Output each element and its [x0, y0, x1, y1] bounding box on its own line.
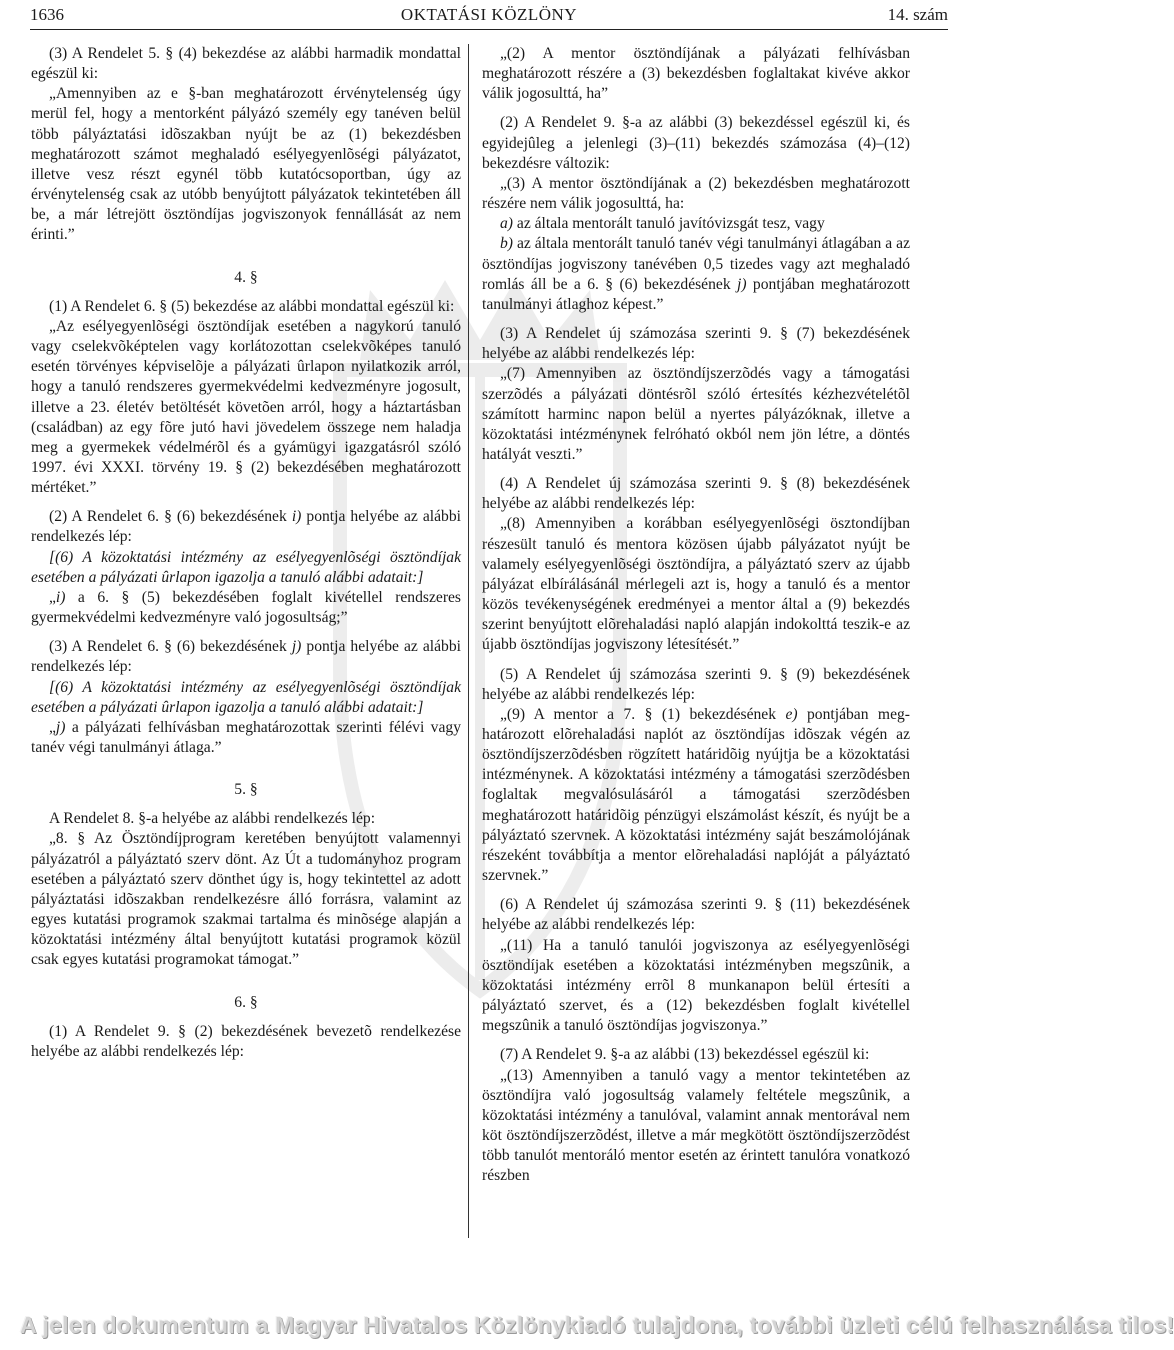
- page-number: 1636: [30, 5, 64, 24]
- paragraph: (2) A Rendelet 9. §-a az alábbi (3) bekezdéssel egészül ki, és egyidejûleg a jelenlegi (3)–(11) bekezdés számozása (4)–(12) bekezdésre változik:: [482, 114, 910, 172]
- section-heading: 6. §: [234, 993, 258, 1011]
- paragraph: (5) A Rendelet új számozása szerinti 9. § (9) bekezdésének helyébe az alábbi rendelkezés lép:: [482, 665, 910, 703]
- paragraph: b) az általa mentorált tanuló tanév végi tanulmányi átlagában a az ösztöndíjas jogviszony tanévében 0,5 tizedes vagy azt meghaladó romlás áll be a 6. § (6) bekezdésének j) pontjában meghatározott tanulmányi átlaghoz képest.”: [482, 235, 911, 313]
- paragraph: a) az általa mentorált tanuló javítóvizsgát tesz, vagy: [500, 215, 825, 233]
- paragraph: „8. § Az Ösztöndíjprogram keretében benyújtott valamennyi pályázatról a pályáztató szerv dönt. Az Út a tudományhoz program esetében a pályáztató szerv dönthet úgy is, hogy tekintettel az adott pályáztatási idõszakban rendelkezésre álló forrásra, valamint az egyes kutatási programok szakmai tartalma és minõsége alapján a közoktatási intézmény által benyújtott kutatási programok közül csak egyes kutatási programokat támogat.”: [31, 830, 461, 969]
- left-column: [31, 44, 461, 1062]
- paragraph: „(7) Amennyiben az ösztöndíjszerzõdés vagy a támogatási szerzõdés a pályázati döntésrõl szóló értesítés kézhezvételétõl számított harminc napon belül a nyertes pályázóknak, illetve a közoktatási intézménynek felróható okból nem jön létre, a döntés hatályát veszti.”: [482, 365, 910, 463]
- paragraph: (7) A Rendelet 9. §-a az alábbi (13) bekezdéssel egészül ki:: [500, 1046, 870, 1064]
- paragraph: „(3) A mentor ösztöndíjának a (2) bekezdésben meghatározott részére nem válik jogosulttá, ha:: [482, 174, 910, 213]
- paragraph: (1) A Rendelet 9. § (2) bekezdésének bevezetõ rendelkezése helyébe az alábbi rendelkezés lép:: [31, 1022, 461, 1060]
- paragraph: (3) A Rendelet új számozása szerinti 9. § (7) bekezdésének helyébe az alábbi rendelkezés lép:: [482, 325, 910, 363]
- paragraph: (3) A Rendelet 6. § (6) bekezdésének j) pontja helyébe az alábbi rendelkezés lép:: [31, 638, 461, 676]
- paragraph: „Amennyiben az e §-ban meghatározott érvénytelenség úgy merül fel, hogy a mentorként pályázó személy egy tanéven belül több pályáztatási idõszakban nyújt be az (1) bekezdésben meghatározott számot meghaladó esélyegyenlõségi pályázatot, illetve vesz részt egynél több kutatócsoportban, úgy az érvénytelenség csak az utóbb benyújtott pályázatok tekintetében áll be, a már létrejött ösztöndíjas jogviszonyok fennállását az nem érinti.”: [31, 85, 461, 244]
- paragraph: „(2) A mentor ösztöndíjának a pályázati felhívásban meghatározott részére a (3) bekezdésben foglaltakat kivéve akkor válik jogosulttá, ha”: [482, 45, 910, 103]
- copyright-watermark: A jelen dokumentum a Magyar Hivatalos Közlönykiadó tulajdona, további üzleti célú felhasználása tilos!: [20, 1312, 1174, 1338]
- column-divider: [468, 44, 469, 1238]
- paragraph: „Az esélyegyenlõségi ösztöndíjak esetében a nagykorú tanuló vagy cselekvõképtelen vagy korlátozottan cselekvõképes tanuló esetén törvényes képviselõje a pályázati ûrlapon nyilatkozik arról, hogy a tanuló rendszeres gyermekvédelmi kedvezményre jogosult, illetve a 23. életév betöltését követõen arról, hogy a háztartásban (családban) az egy fõre jutó havi jövedelem összege nem haladja meg a gyermekek védelmérõl és a gyámügyi igazgatásról szóló 1997. évi XXXI. törvény 19. § (2) bekezdésében meghatározott mértéket.”: [31, 317, 461, 497]
- journal-title: OKTATÁSI KÖZLÖNY: [400, 5, 578, 24]
- paragraph: [(6) A közoktatási intézmény az esélyegyenlõségi ösztöndíjak esetében a pályázati ûrlapon igazolja a tanuló alábbi adatait:]: [31, 678, 461, 716]
- paragraph: „i) a 6. § (5) bekezdésében foglalt kivétellel rendszeres gyermekvédelmi kedvezményre való jogosultság;”: [31, 588, 461, 627]
- paragraph: (4) A Rendelet új számozása szerinti 9. § (8) bekezdésének helyébe az alábbi rendelkezés lép:: [482, 475, 910, 513]
- paragraph: „(13) Amennyiben a tanuló vagy a mentor tekintetében az ösztöndíjra való jogosultság valamely feltétele megszûnik, a közoktatási intézmény a tanulóval, valamint annak mentorával nem köt ösztöndíjszerzõdést, illetve a már megkötött ösztöndíjszerzõdést több tanulót mentoráló mentor esetén az érintett tanulóra vonatkozó részben: [482, 1066, 910, 1185]
- paragraph: (2) A Rendelet 6. § (6) bekezdésének i) pontja helyébe az alábbi rendelkezés lép:: [31, 508, 461, 546]
- paragraph: „(8) Amennyiben a korábban esélyegyenlõségi ösztondíjban részesült tanuló és mentora közösen újabb pályázatot nyújt be valamely esélyegyenlõségi ösztöndíjra, a pályáztató szerv az újabb pályázat elbírálásánál mérlegeli azt is, hogy a tanuló és a mentor közös tevékenységének eredményei a mentor által a (9) bekezdés szerint benyújtott elõrehaladási napló alapján indokolttá teszik-e az újabb ösztöndíjas jogviszony létesítését.”: [482, 515, 910, 654]
- paragraph: A Rendelet 8. §-a helyébe az alábbi rendelkezés lép:: [49, 810, 376, 828]
- section-heading: 4. §: [234, 268, 258, 286]
- paragraph: „(9) A mentor a 7. § (1) bekezdésének e) pontjában meghatározott elõrehaladási naplót az ösztöndíjas idõszak végén az ösztöndíjszerzõdésben rögzített határidõig nyújtja be a közoktatási intézménynek. A közoktatási intézmény a támogatási szerzõdésben foglaltak megvalósulásáról a támogatási szerzõdésben meghatározott határidõig pénzügyi elszámolást készít, és nyújt be a pályáztató szervnek. A közoktatási intézmény saját beszámolójának részeként továbbítja a mentor elõrehaladási naplóját a pályáztató szervnek.”: [482, 705, 910, 885]
- paragraph: „j) a pályázati felhívásban meghatározottak szerinti félévi vagy tanév végi tanulmányi átlaga.”: [31, 718, 461, 756]
- paragraph: (1) A Rendelet 6. § (5) bekezdése az alábbi mondattal egészül ki:: [49, 297, 455, 315]
- paragraph: (6) A Rendelet új számozása szerinti 9. § (11) bekezdésének helyébe az alábbi rendelkezés lép:: [482, 896, 910, 934]
- section-heading: 5. §: [234, 781, 258, 799]
- right-column: [482, 44, 910, 1186]
- paragraph: [(6) A közoktatási intézmény az esélyegyenlõségi ösztöndíjak esetében a pályázati ûrlapon igazolja a tanuló alábbi adatait:]: [31, 548, 461, 586]
- issue-number: 14. szám: [887, 5, 948, 24]
- page-header: [30, 3, 948, 30]
- paragraph: „(11) Ha a tanuló tanulói jogviszonya az esélyegyenlõségi ösztöndíjak esetében a közoktatási intézményben megszûnik, a közoktatási intézmény errõl 8 munkanapon belül értesíti a pályáztató szervet, és a (12) bekezdésben foglalt kivétellel megszûnik a tanuló ösztöndíjas jogviszonya.”: [482, 936, 910, 1035]
- paragraph: (3) A Rendelet 5. § (4) bekezdése az alábbi harmadik mondattal egészül ki:: [31, 45, 461, 83]
